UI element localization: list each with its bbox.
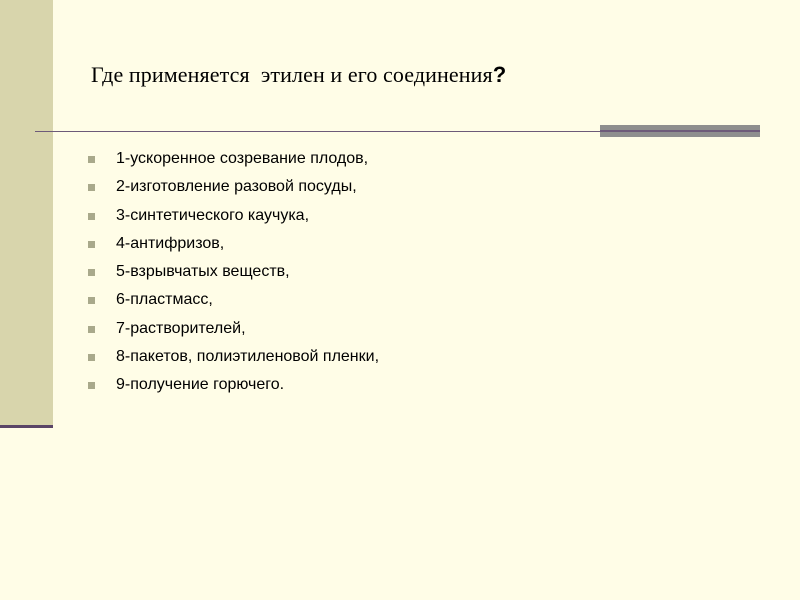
list-item-text: 2-изготовление разовой посуды, bbox=[116, 178, 357, 196]
list-item-text: 4-антифризов, bbox=[116, 234, 225, 252]
list-item bbox=[88, 343, 379, 371]
list-item bbox=[88, 286, 379, 314]
left-decorative-band bbox=[0, 0, 53, 425]
list-item-text: 8-пакетов, полиэтиленовой пленки, bbox=[116, 348, 380, 366]
list-item-text: 9-получение горючего. bbox=[116, 376, 285, 394]
list-item-text: 7-растворителей, bbox=[116, 319, 246, 337]
title-divider-accent-line bbox=[600, 130, 760, 132]
list-item bbox=[88, 173, 379, 201]
square-bullet-icon bbox=[88, 326, 95, 333]
left-band-underline bbox=[0, 425, 53, 428]
square-bullet-icon bbox=[88, 241, 95, 248]
list-item bbox=[88, 258, 379, 286]
slide-title bbox=[91, 62, 771, 88]
title-divider-line bbox=[35, 131, 600, 132]
list-item bbox=[88, 202, 379, 230]
square-bullet-icon bbox=[88, 382, 95, 389]
list-item-text: 3-синтетического каучука, bbox=[116, 206, 310, 224]
square-bullet-icon bbox=[88, 213, 95, 220]
square-bullet-icon bbox=[88, 297, 95, 304]
square-bullet-icon bbox=[88, 354, 95, 361]
list-item bbox=[88, 315, 379, 343]
list-item bbox=[88, 371, 379, 399]
slide-title-question-mark: ? bbox=[492, 62, 507, 87]
square-bullet-icon bbox=[88, 184, 95, 191]
list-item-text: 1-ускоренное созревание плодов, bbox=[116, 150, 369, 167]
square-bullet-icon bbox=[88, 269, 95, 276]
list-item bbox=[88, 145, 379, 173]
list-item bbox=[88, 230, 379, 258]
slide-title-text: Где применяется этилен и его соединения bbox=[91, 62, 493, 87]
list-item-text: 5-взрывчатых веществ, bbox=[116, 263, 290, 281]
list-item-text: 6-пластмасс, bbox=[116, 291, 213, 309]
bullet-list bbox=[88, 145, 379, 400]
square-bullet-icon bbox=[88, 156, 95, 163]
